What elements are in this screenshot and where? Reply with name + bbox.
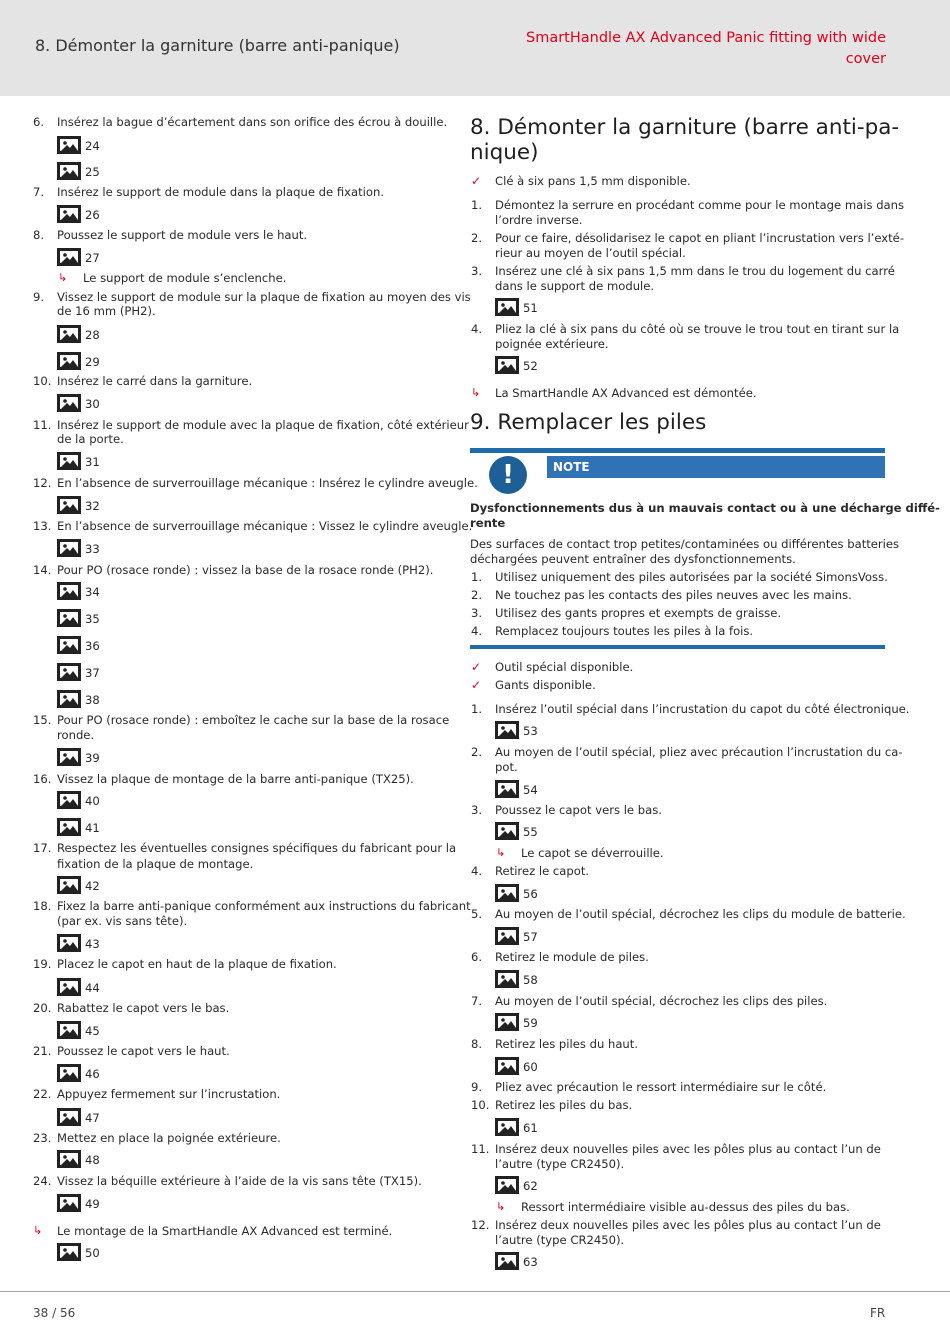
- image-icon: [57, 748, 81, 766]
- step-number: 11.: [33, 418, 52, 432]
- step-number: 20.: [33, 1001, 52, 1015]
- step-number: 19.: [33, 957, 52, 971]
- step-text: En l’absence de surverrouillage mécanique : Insérez le cylindre aveugle.: [57, 476, 478, 490]
- page-header: [0, 0, 950, 96]
- step-number: 8.: [471, 1037, 483, 1051]
- step-text: Au moyen de l’outil spécial, décrochez les clips du module de batterie.: [495, 907, 906, 921]
- image-icon: [57, 539, 81, 557]
- image-icon: [57, 1194, 81, 1212]
- section-heading: 9. Remplacer les piles: [470, 410, 707, 435]
- step-text: En l’absence de surverrouillage mécanique : Vissez le cylindre aveugle.: [57, 519, 473, 533]
- step-text: Pliez avec précaution le ressort intermédiaire sur le côté.: [495, 1080, 827, 1094]
- step-text: Insérez une clé à six pans 1,5 mm dans le trou du logement du carré: [495, 264, 895, 278]
- step-number: 3.: [471, 264, 483, 278]
- step-number: 1.: [471, 702, 483, 716]
- language-code: FR: [870, 1306, 886, 1320]
- image-icon: [495, 1252, 519, 1270]
- note-item: Remplacez toujours toutes les piles à la fois.: [495, 624, 754, 638]
- step-number: 4.: [471, 322, 483, 336]
- note-item-number: 3.: [471, 606, 483, 620]
- image-icon: [495, 970, 519, 988]
- step-text: Respectez les éventuelles consignes spécifiques du fabricant pour la: [57, 841, 457, 855]
- step-number: 12.: [471, 1218, 490, 1232]
- footer-rule: [0, 1291, 950, 1292]
- image-icon: [57, 636, 81, 654]
- step-text: Retirez le capot.: [495, 864, 590, 878]
- step-text: Pour PO (rosace ronde) : vissez la base de la rosace ronde (PH2).: [57, 563, 434, 577]
- step-text: Insérez la bague d’écartement dans son orifice des écrou à douille.: [57, 115, 448, 129]
- step-text: Retirez les piles du haut.: [495, 1037, 639, 1051]
- step-result: Ressort intermédiaire visible au-dessus des piles du bas.: [521, 1200, 850, 1214]
- image-icon: [57, 876, 81, 894]
- step-number: 10.: [471, 1098, 490, 1112]
- step-text: Vissez la béquille extérieure à l’aide de la vis sans tête (TX15).: [57, 1174, 422, 1188]
- step-text-cont: de la porte.: [57, 432, 124, 446]
- step-text: Insérez le support de module dans la plaque de fixation.: [57, 185, 385, 199]
- image-icon: [57, 1108, 81, 1126]
- step-number: 24.: [33, 1174, 52, 1188]
- image-icon: [57, 791, 81, 809]
- step-result: Le montage de la SmartHandle AX Advanced est terminé.: [57, 1224, 393, 1238]
- step-text: Vissez la plaque de montage de la barre anti-panique (TX25).: [57, 772, 414, 786]
- step-result: Le capot se déverrouille.: [521, 846, 664, 860]
- step-number: 13.: [33, 519, 52, 533]
- step-text: Démontez la serrure en procédant comme pour le montage mais dans: [495, 198, 905, 212]
- result-arrow-icon: ↳: [33, 1224, 43, 1237]
- step-text: Poussez le capot vers le bas.: [495, 803, 662, 817]
- image-icon: [57, 609, 81, 627]
- step-text-cont: l’autre (type CR2450).: [495, 1233, 625, 1247]
- check-icon: ✓: [471, 174, 482, 188]
- step-text: Fixez la barre anti-panique conformément aux instructions du fabricant: [57, 899, 471, 913]
- note-text: Des surfaces de contact trop petites/contaminées ou différentes batteries: [470, 537, 900, 551]
- note-text-cont: déchargées peuvent entraîner des dysfonctionnements.: [470, 552, 796, 566]
- step-number: 9.: [33, 290, 45, 304]
- note-item: Utilisez uniquement des piles autorisées par la société SimonsVoss.: [495, 570, 888, 584]
- step-text-cont: de 16 mm (PH2).: [57, 304, 156, 318]
- note-label: NOTE: [547, 456, 885, 478]
- step-number: 2.: [471, 745, 483, 759]
- image-icon: [495, 884, 519, 902]
- step-text-cont: l’ordre inverse.: [495, 213, 583, 227]
- step-number: 8.: [33, 228, 45, 242]
- note-title: Dysfonctionnements dus à un mauvais contact ou à une décharge diffé-: [470, 501, 940, 515]
- image-icon: [495, 1057, 519, 1075]
- step-number: 17.: [33, 841, 52, 855]
- result-arrow-icon: ↳: [496, 1200, 506, 1213]
- step-text: Insérez l’outil spécial dans l’incrustation du capot du côté électronique.: [495, 702, 910, 716]
- result-arrow-icon: ↳: [471, 386, 481, 399]
- note-top-rule: [470, 448, 885, 453]
- image-icon: [57, 1243, 81, 1261]
- image-icon: [57, 205, 81, 223]
- step-text: Rabattez le capot vers le bas.: [57, 1001, 230, 1015]
- step-text: Mettez en place la poignée extérieure.: [57, 1131, 281, 1145]
- note-item: Utilisez des gants propres et exempts de graisse.: [495, 606, 782, 620]
- image-icon: [57, 136, 81, 154]
- step-text-cont: pot.: [495, 760, 518, 774]
- image-icon: [495, 721, 519, 739]
- image-icon: [495, 356, 519, 374]
- image-icon: [495, 298, 519, 316]
- step-text: Insérez le carré dans la garniture.: [57, 374, 253, 388]
- step-number: 9.: [471, 1080, 483, 1094]
- step-text: Pliez la clé à six pans du côté où se trouve le trou tout en tirant sur la: [495, 322, 900, 336]
- step-text: Placez le capot en haut de la plaque de fixation.: [57, 957, 337, 971]
- image-icon: [57, 1064, 81, 1082]
- step-number: 21.: [33, 1044, 52, 1058]
- result-arrow-icon: ↳: [496, 846, 506, 859]
- image-icon: [57, 690, 81, 708]
- step-text-cont: fixation de la plaque de montage.: [57, 857, 254, 871]
- step-text: Retirez le module de piles.: [495, 950, 649, 964]
- section-heading: 8. Démonter la garniture (barre anti-pa-: [470, 115, 900, 140]
- page-number: 38 / 56: [33, 1306, 76, 1320]
- image-icon: [57, 496, 81, 514]
- step-number: 18.: [33, 899, 52, 913]
- step-text-cont: (par ex. vis sans tête).: [57, 914, 188, 928]
- section-heading-cont: nique): [470, 140, 539, 165]
- step-text-cont: poignée extérieure.: [495, 337, 609, 351]
- note-item: Ne touchez pas les contacts des piles neuves avec les mains.: [495, 588, 852, 602]
- step-text: Insérez deux nouvelles piles avec les pôles plus au contact l’un de: [495, 1218, 881, 1232]
- image-icon: [57, 1150, 81, 1168]
- step-number: 6.: [33, 115, 45, 129]
- image-icon: [495, 780, 519, 798]
- step-text: Retirez les piles du bas.: [495, 1098, 633, 1112]
- step-number: 7.: [471, 994, 483, 1008]
- step-text: Poussez le capot vers le haut.: [57, 1044, 230, 1058]
- note-item-number: 2.: [471, 588, 483, 602]
- image-icon: [57, 934, 81, 952]
- image-icon: [57, 394, 81, 412]
- warning-exclamation-icon: !: [489, 456, 527, 494]
- check-icon: ✓: [471, 660, 482, 674]
- step-text: Au moyen de l’outil spécial, pliez avec précaution l’incrustation du ca-: [495, 745, 903, 759]
- step-number: 4.: [471, 864, 483, 878]
- step-text: Appuyez fermement sur l’incrustation.: [57, 1087, 281, 1101]
- image-icon: [495, 1118, 519, 1136]
- result-arrow-icon: ↳: [58, 271, 68, 284]
- step-result: Le support de module s’enclenche.: [83, 271, 287, 285]
- note-title-cont: rente: [470, 516, 506, 530]
- note-item-number: 1.: [471, 570, 483, 584]
- image-icon: [495, 1176, 519, 1194]
- note-bottom-rule: [470, 645, 885, 649]
- step-number: 14.: [33, 563, 52, 577]
- requirement: Outil spécial disponible.: [495, 660, 634, 674]
- step-text: Vissez le support de module sur la plaque de fixation au moyen des vis: [57, 290, 471, 304]
- step-number: 1.: [471, 198, 483, 212]
- step-text: Insérez le support de module avec la plaque de fixation, côté extérieur: [57, 418, 469, 432]
- step-result: La SmartHandle AX Advanced est démontée.: [495, 386, 757, 400]
- step-text-cont: l’autre (type CR2450).: [495, 1157, 625, 1171]
- step-number: 22.: [33, 1087, 52, 1101]
- step-number: 2.: [471, 231, 483, 245]
- image-icon: [57, 1021, 81, 1039]
- step-text-cont: ronde.: [57, 728, 95, 742]
- image-icon: [57, 452, 81, 470]
- image-icon: [57, 162, 81, 180]
- step-number: 3.: [471, 803, 483, 817]
- step-number: 12.: [33, 476, 52, 490]
- check-icon: ✓: [471, 678, 482, 692]
- header-section-title: 8. Démonter la garniture (barre anti-panique): [35, 36, 400, 55]
- step-text: Insérez deux nouvelles piles avec les pôles plus au contact l’un de: [495, 1142, 881, 1156]
- image-icon: [57, 582, 81, 600]
- step-number: 16.: [33, 772, 52, 786]
- step-number: 7.: [33, 185, 45, 199]
- step-text-cont: dans le support de module.: [495, 279, 655, 293]
- step-number: 11.: [471, 1142, 490, 1156]
- image-icon: [57, 818, 81, 836]
- step-number: 5.: [471, 907, 483, 921]
- header-product-title: SmartHandle AX Advanced Panic fitting with wide cover: [526, 30, 886, 67]
- step-text: Poussez le support de module vers le haut.: [57, 228, 308, 242]
- step-number: 10.: [33, 374, 52, 388]
- image-icon: [495, 927, 519, 945]
- step-text-cont: rieur au moyen de l’outil spécial.: [495, 246, 686, 260]
- image-icon: [57, 978, 81, 996]
- requirement: Gants disponible.: [495, 678, 596, 692]
- image-icon: [57, 248, 81, 266]
- image-icon: [495, 822, 519, 840]
- step-text: Au moyen de l’outil spécial, décrochez les clips des piles.: [495, 994, 828, 1008]
- step-text: Pour PO (rosace ronde) : emboîtez le cache sur la base de la rosace: [57, 713, 450, 727]
- image-icon: [495, 1013, 519, 1031]
- step-number: 15.: [33, 713, 52, 727]
- image-icon: [57, 352, 81, 370]
- image-icon: [57, 325, 81, 343]
- step-text: Pour ce faire, désolidarisez le capot en pliant l’incrustation vers l’exté-: [495, 231, 904, 245]
- image-icon: [57, 663, 81, 681]
- step-number: 6.: [471, 950, 483, 964]
- note-item-number: 4.: [471, 624, 483, 638]
- step-number: 23.: [33, 1131, 52, 1145]
- requirement: Clé à six pans 1,5 mm disponible.: [495, 174, 691, 188]
